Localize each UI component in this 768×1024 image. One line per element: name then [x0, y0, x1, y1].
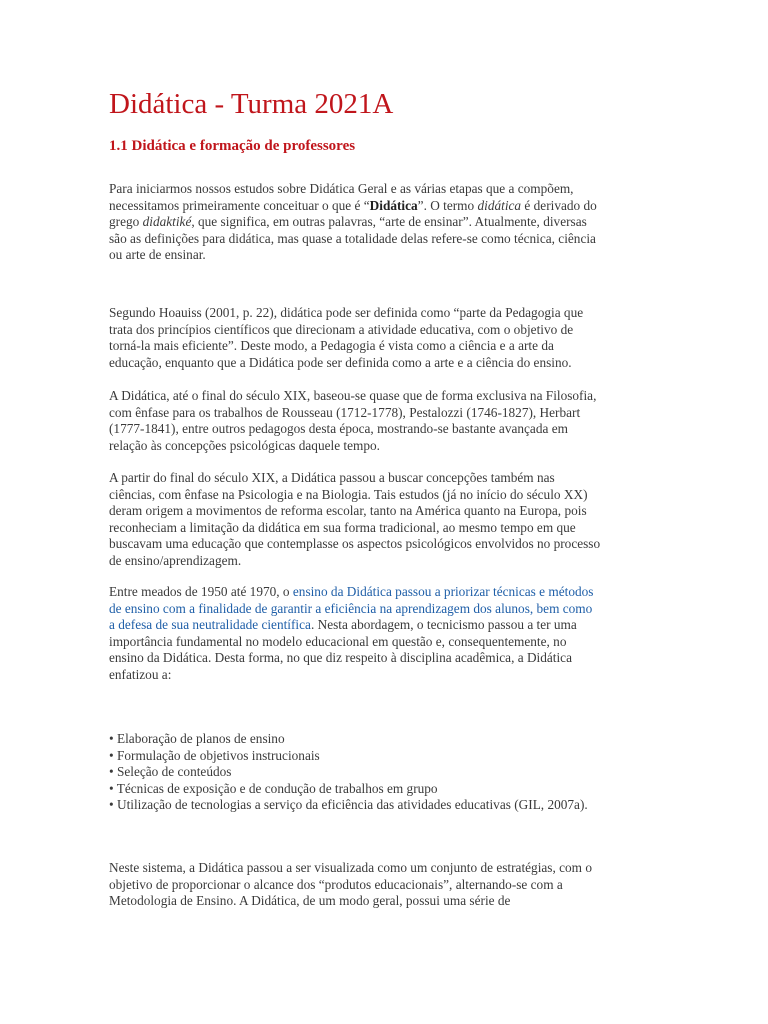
text-line: torná-la mais eficiente”. Deste modo, a Pedagogia é vista como a ciência e a arte da — [109, 338, 554, 354]
text-line: enfatizou a: — [109, 666, 172, 682]
text-line: trata dos princípios científicos que direcionam a atividade educativa, com o objetivo de — [109, 321, 574, 337]
italic-term: didática — [477, 197, 522, 213]
paragraph-1 — [109, 181, 664, 264]
list-item: • Seleção de conteúdos — [109, 764, 232, 780]
paragraph-6 — [109, 860, 664, 910]
bullet-list — [109, 731, 588, 814]
text-line: necessitamos primeiramente conceituar o que é “Didática”. O termo didática é derivado do — [109, 197, 597, 213]
text-line: importância fundamental no modelo educacional em questão e, consequentemente, no — [109, 633, 567, 649]
text-line: ensino da Didática. Desta forma, no que diz respeito à disciplina acadêmica, a Didática — [109, 650, 572, 666]
text-line: relação às concepções psicológicas daquele tempo. — [109, 437, 380, 453]
text-line: ciências, com ênfase na Psicologia e na Biologia. Tais estudos (já no início do século XX) — [109, 486, 588, 502]
section-heading: 1.1 Didática e formação de professores — [109, 138, 356, 154]
list-item: • Elaboração de planos de ensino — [109, 731, 285, 746]
text-line: deram origem a movimentos de reforma escolar, tanto na América quanto na Europa, pois — [109, 503, 587, 519]
list-item: • Utilização de tecnologias a serviço da eficiência das atividades educativas (GIL, 2007a). — [109, 797, 588, 813]
text-line: educação, enquanto que a Didática pode ser definida como a arte e a ciência do ensino. — [109, 354, 572, 370]
text-line: (1777-1841), entre outros pedagogos desta época, mostrando-se bastante avançada em — [109, 421, 568, 437]
text-line: grego didaktiké, que significa, em outras palavras, “arte de ensinar”. Atualmente, diversas — [109, 214, 587, 230]
text-line: Segundo Hoauiss (2001, p. 22), didática pode ser definida como “parte da Pedagogia que — [109, 305, 584, 320]
text-line: Neste sistema, a Didática passou a ser visualizada como um conjunto de estratégias, com o — [109, 860, 592, 875]
text-line: reconheciam a limitação da didática em sua forma tradicional, ao mesmo tempo em que — [109, 519, 576, 535]
paragraph-4 — [109, 470, 664, 570]
text-line: A partir do final do século XIX, a Didática passou a buscar concepções também nas — [109, 470, 555, 485]
highlighted-link-text[interactable]: a defesa de sua neutralidade científica — [109, 617, 311, 633]
text-line: Para iniciarmos nossos estudos sobre Didática Geral e as várias etapas que a compõem, — [109, 181, 574, 196]
highlighted-link-text[interactable]: de ensino com a finalidade de garantir a eficiência na aprendizagem dos alunos, bem como — [109, 600, 593, 616]
italic-term: didaktiké — [142, 214, 192, 230]
text-line: buscavam uma educação que contemplasse os aspectos psicológicos envolvidos no processo — [109, 536, 601, 552]
text-line: ou arte de ensinar. — [109, 247, 206, 263]
bold-term: Didática — [369, 197, 418, 213]
text-line: a defesa de sua neutralidade científica. Nesta abordagem, o tecnicismo passou a ter uma — [109, 617, 577, 633]
text-line: de ensino/aprendizagem. — [109, 552, 242, 568]
text-line: objetivo de proporcionar o alcance dos “produtos educacionais”, alternando-se com a — [109, 876, 563, 892]
paragraph-3 — [109, 388, 664, 454]
text-line: são as definições para didática, mas quase a totalidade delas refere-se como técnica, ciência — [109, 230, 596, 246]
text-line: A Didática, até o final do século XIX, baseou-se quase que de forma exclusiva na Filosofia, — [109, 388, 597, 403]
list-item: • Técnicas de exposição e de condução de trabalhos em grupo — [109, 780, 438, 796]
paragraph-2 — [109, 305, 664, 371]
list-item: • Formulação de objetivos instrucionais — [109, 747, 320, 763]
text-line: Entre meados de 1950 até 1970, o ensino da Didática passou a priorizar técnicas e métodos — [109, 584, 594, 599]
highlighted-link-text[interactable]: ensino da Didática passou a priorizar técnicas e métodos — [292, 584, 594, 599]
text-line: com ênfase para os trabalhos de Rousseau (1712-1778), Pestalozzi (1746-1827), Herbart — [109, 404, 581, 420]
document-title: Didática - Turma 2021A — [109, 88, 394, 120]
text-line: Metodologia de Ensino. A Didática, de um modo geral, possui uma série de — [109, 893, 511, 909]
paragraph-5 — [109, 584, 664, 684]
